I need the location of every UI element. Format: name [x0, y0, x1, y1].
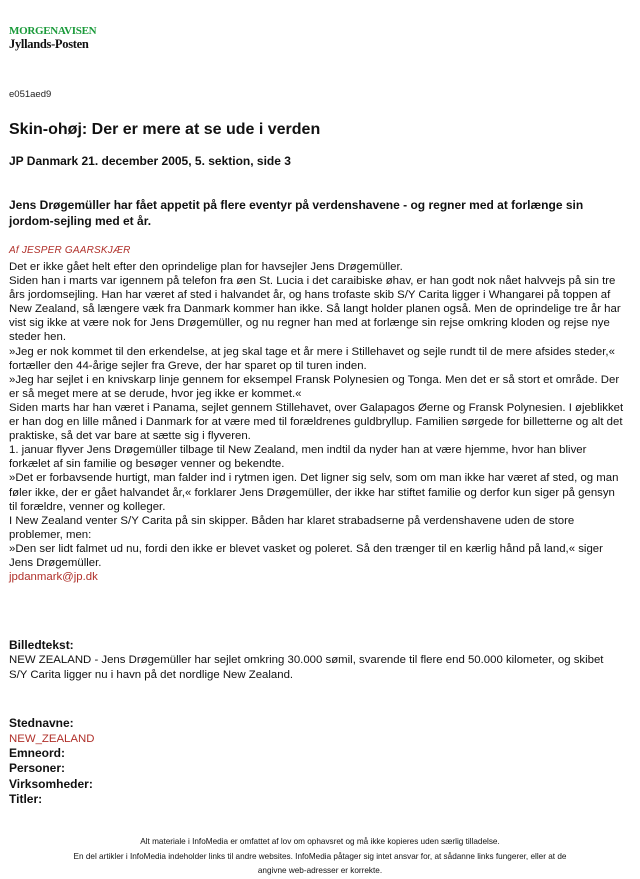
body-paragraph: »Det er forbavsende hurtigt, man falder ind i rytmen igen. Det ligner sig selv, som om man ikke har været af sted, og man føler ikke, der er gået halvandet år,« forklarer Jens Drøgemüller, der ikke har stiftet familie og derfor kun siger på gensyn til forældre, venner og kolleger. — [9, 472, 619, 513]
footer-line-1: Alt materiale i InfoMedia er omfattet af lov om ophavsret og må ikke kopieres uden særlig tilladelse. — [140, 837, 500, 846]
logo-bottom-text: Jyllands-Posten — [9, 37, 89, 51]
stednavne-label: Stednavne: — [9, 716, 74, 730]
email-link[interactable]: jpdanmark@jp.dk — [9, 571, 98, 584]
body-paragraph: Siden han i marts var igennem på telefon fra øen St. Lucia i det caraibiske øhav, er han godt nok nået halvvejs på sin tre års jordomsejling. Han har været af sted i halvandet år, og hans trofaste skib S/Y Carita ligger i Whangarei på toppen af New Zealand, så længere væk fra Danmark kommer han ikke. Så langt holder planen også. Men de oprindelige tre år har vist sig ikke at være nok for Jens Drøgemüller, og nu regner han med at forlænge sin rejse omkring kloden og rejse nye steder hen. — [9, 275, 621, 344]
body-paragraph: Det er ikke gået helt efter den oprindelige plan for havsejler Jens Drøgemüller. — [9, 261, 403, 273]
body-paragraph: »Jeg er nok kommet til den erkendelse, at jeg skal tage et år mere i Stillehavet og sejle rundt til de mere afsides steder,« fortæller den 44-årige sejler fra Greve, der har sparet op til turen inden. — [9, 345, 615, 372]
body-paragraph: Siden marts har han været i Panama, sejlet gennem Stillehavet, over Galapagos Øerne og Fransk Polynesien. I øjeblikket er han dog en lille måned i Danmark for at være med til forældrenes guldbryllup. Familien sørgede for billetterne og alt det praktiske, så det var bare at sætte sig i flyveren. — [9, 401, 624, 443]
caption-block — [9, 638, 624, 683]
footer-line-3: angivne web-adresser er korrekte. — [257, 866, 383, 875]
body-paragraph: »Den ser lidt falmet ud nu, fordi den ikke er blevet vasket og poleret. Så den trænger til en kærlig hånd på land,« siger Jens Drøgemüller. — [9, 542, 603, 569]
footer-line-2: En del artikler i InfoMedia indeholder links til andre websites. InfoMedia påtager sig intet ansvar for, at sådanne links fungerer, eller at de — [73, 851, 567, 861]
personer-label: Personer: — [9, 761, 66, 775]
virksomheder-label: Virksomheder: — [9, 776, 93, 791]
copyright-footer — [0, 835, 640, 879]
emneord-label: Emneord: — [9, 745, 66, 760]
document-id: e051aed9 — [9, 89, 52, 100]
source-line: JP Danmark 21. december 2005, 5. sektion, side 3 — [9, 154, 291, 168]
titler-label: Titler: — [9, 792, 43, 806]
article-headline: Skin-ohøj: Der er mere at se ude i verden — [9, 121, 321, 138]
article-body — [9, 260, 624, 584]
logo-top-text: MORGENAVISEN — [9, 25, 97, 37]
body-paragraph: »Jeg har sejlet i en knivskarp linje gennem for eksempel Fransk Polynesien og Tonga. Men det er så stort et område. Der er så meget mere at se derude, hvor jeg ikke er kommet.« — [9, 373, 620, 400]
masthead-logo — [9, 26, 96, 51]
byline: Af JESPER GAARSKJÆR — [9, 245, 131, 256]
article-lead: Jens Drøgemüller har fået appetit på flere eventyr på verdenshavene - og regner med at forlænge sin jordom-sejling med et år. — [9, 198, 584, 228]
caption-label: Billedtekst: — [9, 638, 74, 652]
body-paragraph: I New Zealand venter S/Y Carita på sin skipper. Båden har klaret strabadserne på verdenshavene uden de store problemer, men: — [9, 514, 575, 541]
body-paragraph: 1. januar flyver Jens Drøgemüller tilbage til New Zealand, men indtil da nyder han at være hjemme, hvor han bliver forkælet af sin familie og besøger venner og bekendte. — [9, 444, 587, 471]
metadata-block — [9, 716, 409, 808]
stednavne-value: NEW_ZEALAND — [9, 732, 95, 745]
caption-text: NEW ZEALAND - Jens Drøgemüller har sejlet omkring 30.000 sømil, svarende til flere end 50.000 kilometer, og skibet S/Y Carita ligger nu i havn på det nordlige New Zealand. — [9, 654, 604, 681]
